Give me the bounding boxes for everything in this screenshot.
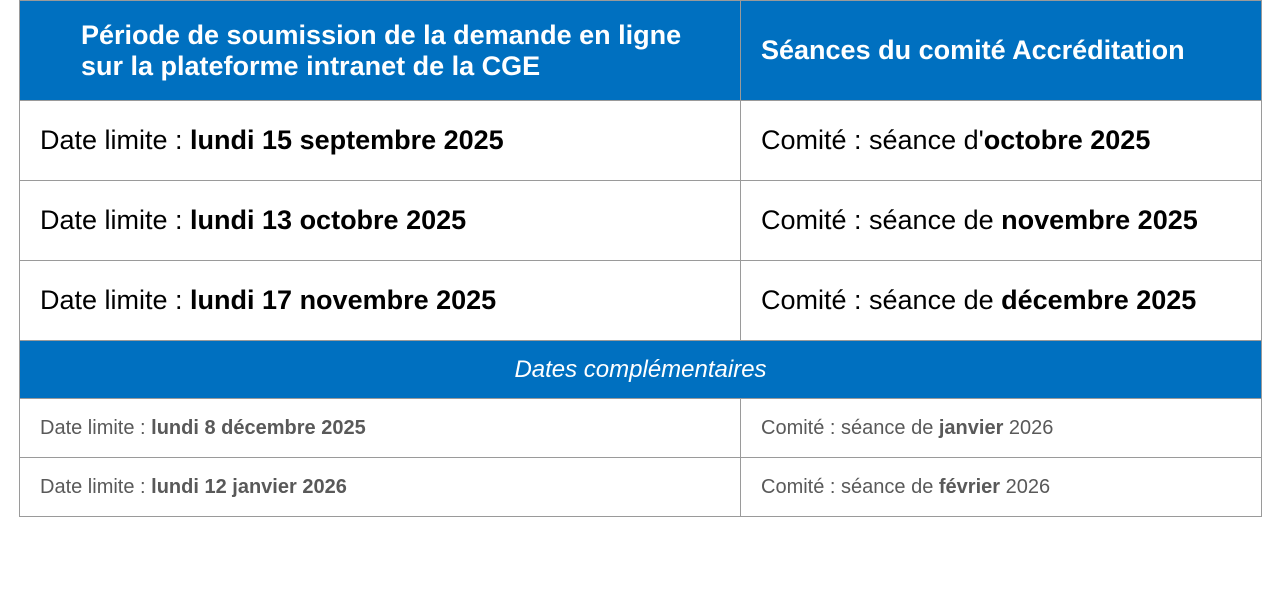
header-submission-line1: Période de soumission de la demande en ligne: [81, 19, 682, 50]
committee-prefix: Comité : séance de: [761, 285, 1002, 315]
deadline-date: lundi 8 décembre 2025: [151, 416, 366, 439]
committee-month: janvier: [938, 416, 1004, 439]
table-header-row: [20, 1, 1262, 101]
committee-cell: [741, 181, 1262, 261]
deadline-date: lundi 15 septembre 2025: [190, 125, 504, 155]
header-committee-sessions: Séances du comité Accréditation: [741, 1, 1262, 101]
deadline-date: lundi 13 octobre 2025: [190, 205, 467, 235]
deadline-cell: [20, 261, 741, 341]
deadline-prefix: Date limite :: [40, 475, 152, 498]
section-header-row: [20, 341, 1262, 399]
committee-cell: [741, 458, 1262, 517]
header-submission-line2: sur la plateforme intranet de la CGE: [81, 50, 541, 81]
committee-month: décembre 2025: [1001, 285, 1197, 315]
deadline-prefix: Date limite :: [40, 285, 191, 315]
deadline-date: lundi 12 janvier 2026: [151, 475, 347, 498]
committee-month: février: [938, 475, 1001, 498]
deadline-prefix: Date limite :: [40, 125, 191, 155]
committee-month: novembre 2025: [1001, 205, 1198, 235]
header-submission-period: [20, 1, 741, 101]
deadline-prefix: Date limite :: [40, 416, 152, 439]
deadline-prefix: Date limite :: [40, 205, 191, 235]
committee-prefix: Comité : séance de: [761, 416, 939, 439]
deadline-cell: [20, 399, 741, 458]
committee-month: octobre 2025: [983, 125, 1151, 155]
committee-suffix: 2026: [1000, 475, 1051, 498]
schedule-table-container: [19, 0, 1261, 517]
deadline-cell: [20, 458, 741, 517]
deadline-cell: [20, 101, 741, 181]
committee-cell: [741, 261, 1262, 341]
table-row: [20, 399, 1262, 458]
table-row: [20, 261, 1262, 341]
committee-suffix: 2026: [1003, 416, 1054, 439]
committee-cell: [741, 399, 1262, 458]
deadline-cell: [20, 181, 741, 261]
committee-prefix: Comité : séance de: [761, 205, 1002, 235]
accreditation-schedule-table: [19, 0, 1262, 517]
table-row: [20, 101, 1262, 181]
table-row: [20, 458, 1262, 517]
complementary-dates-label: Dates complémentaires: [20, 341, 1262, 399]
deadline-date: lundi 17 novembre 2025: [190, 285, 497, 315]
committee-cell: [741, 101, 1262, 181]
table-row: [20, 181, 1262, 261]
committee-prefix: Comité : séance d': [761, 125, 984, 155]
committee-prefix: Comité : séance de: [761, 475, 939, 498]
